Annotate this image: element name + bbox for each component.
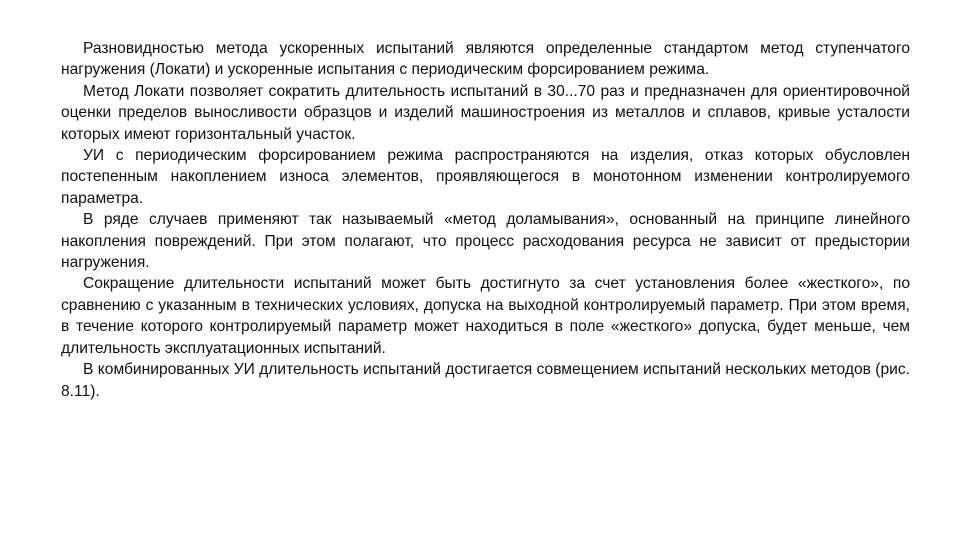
paragraph-6: В комбинированных УИ длительность испытаний достигается совмещением испытаний нескольких методов (рис. 8.11). [61, 361, 910, 400]
paragraph-2: Метод Локати позволяет сократить длительность испытаний в 30...70 раз и предназначен для ориентировочной оценки пределов выносливости образцов и изделий машиностроения из металлов и сплавов, кривые усталости которых имеют горизонтальный участок. [61, 82, 910, 143]
paragraph-1: Разновидностью метода ускоренных испытаний являются определенные стандартом метод ступенчатого нагружения (Локати) и ускоренные испытания с периодическим форсированием режима. [61, 40, 910, 79]
paragraph-5: Сокращение длительности испытаний может быть достигнуто за счет установления более «жесткого», по сравнению с указанным в технических условиях, допуска на выходной контролируемый параметр. При этом время, в течение которого контролируемый параметр может находиться в поле «жесткого» допуска, будет меньше, чем длительность эксплуатационных испытаний. [61, 275, 910, 357]
paragraph-3: УИ с периодическим форсированием режима распространяются на изделия, отказ которых обусловлен постепенным накоплением износа элементов, проявляющегося в монотонном изменении контролируемого параметра. [61, 147, 910, 207]
document-body [61, 38, 910, 402]
paragraph-4: В ряде случаев применяют так называемый «метод доламывания», основанный на принципе линейного накопления повреждений. При этом полагают, что процесс расходования ресурса не зависит от предыстории нагружения. [61, 211, 910, 272]
